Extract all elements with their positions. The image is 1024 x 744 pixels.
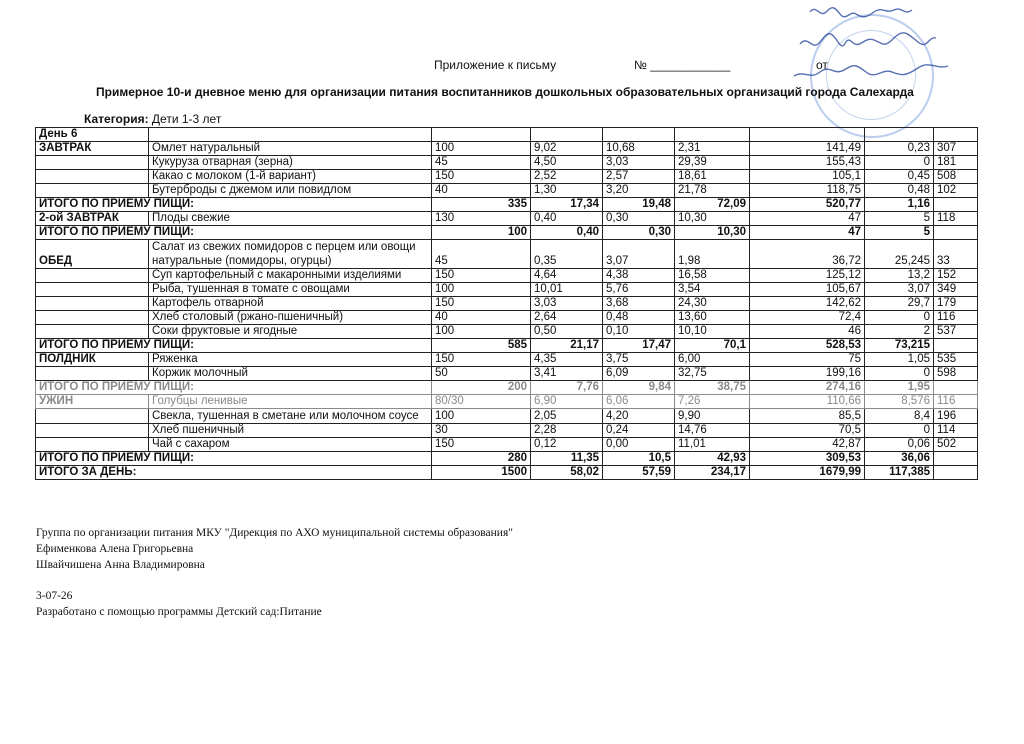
cell-e: 118,75 xyxy=(750,184,865,198)
dish-name: Соки фруктовые и ягодные xyxy=(149,325,432,339)
meal-name: ЗАВТРАК xyxy=(36,142,149,156)
cell-p: 9,02 xyxy=(531,142,603,156)
table-row xyxy=(36,156,978,170)
dish-name: Ряженка xyxy=(149,353,432,367)
document-title: Примерное 10-и дневное меню для организации питания воспитанников дошкольных образовательных организаций города Салехарда xyxy=(96,85,914,99)
dish-name: Рыба, тушенная в томате с овощами xyxy=(149,283,432,297)
cell-p: 2,64 xyxy=(531,311,603,325)
cell-out: 100 xyxy=(432,226,531,240)
cell-n: 114 xyxy=(934,424,978,438)
cell-c: 1,98 xyxy=(675,240,750,269)
appendix-label: Приложение к письму xyxy=(434,58,557,72)
cell-c: 72,09 xyxy=(675,198,750,212)
cell-vc: 1,05 xyxy=(865,353,934,367)
total-row xyxy=(36,226,978,240)
dish-name: Коржик молочный xyxy=(149,367,432,381)
cell-e: 47 xyxy=(750,212,865,226)
meal-name xyxy=(36,269,149,283)
cell-f: 9,84 xyxy=(603,381,675,395)
cell-out: 80/30 xyxy=(432,395,531,409)
cell-vc: 0 xyxy=(865,424,934,438)
footer-person-2: Швайчишена Анна Владимировна xyxy=(36,559,205,571)
menu-table xyxy=(35,127,978,480)
cell-c: 9,90 xyxy=(675,409,750,424)
dish-name: Плоды свежие xyxy=(149,212,432,226)
cell-out: 45 xyxy=(432,156,531,170)
cell-out: 45 xyxy=(432,240,531,269)
total-label: ИТОГО ПО ПРИЕМУ ПИЩИ: xyxy=(36,381,432,395)
cell-p: 58,02 xyxy=(531,466,603,480)
cell-n xyxy=(934,452,978,466)
cell-n xyxy=(934,198,978,212)
table-row xyxy=(36,240,978,269)
table-row xyxy=(36,212,978,226)
meal-name xyxy=(36,409,149,424)
cell-e: 70,5 xyxy=(750,424,865,438)
meal-name: 2-ой ЗАВТРАК xyxy=(36,212,149,226)
footer-person-1: Ефименкова Алена Григорьевна xyxy=(36,543,194,555)
cell-vc: 25,245 xyxy=(865,240,934,269)
cell-out: 280 xyxy=(432,452,531,466)
meal-name xyxy=(36,438,149,452)
cell-n xyxy=(934,226,978,240)
cell-vc: 8,4 xyxy=(865,409,934,424)
cell-n: 116 xyxy=(934,311,978,325)
cell-n xyxy=(934,466,978,480)
cell-n: 179 xyxy=(934,297,978,311)
cell-e: 142,62 xyxy=(750,297,865,311)
cell-f: 0,30 xyxy=(603,212,675,226)
total-label: ИТОГО ПО ПРИЕМУ ПИЩИ: xyxy=(36,226,432,240)
cell-e: 42,87 xyxy=(750,438,865,452)
cell-n: 307 xyxy=(934,142,978,156)
cell-p: 0,35 xyxy=(531,240,603,269)
cell-vc: 8,576 xyxy=(865,395,934,409)
table-row xyxy=(36,283,978,297)
table-row xyxy=(36,438,978,452)
cell-c: 24,30 xyxy=(675,297,750,311)
cell-e: 528,53 xyxy=(750,339,865,353)
dish-name: Омлет натуральный xyxy=(149,142,432,156)
cell-f: 10,68 xyxy=(603,142,675,156)
cell-c: 11,01 xyxy=(675,438,750,452)
meal-name xyxy=(36,283,149,297)
total-row xyxy=(36,339,978,353)
dish-name: Хлеб столовый (ржано-пшеничный) xyxy=(149,311,432,325)
cell-e: 125,12 xyxy=(750,269,865,283)
cell-n: 118 xyxy=(934,212,978,226)
cell-n: 502 xyxy=(934,438,978,452)
cell-p: 17,34 xyxy=(531,198,603,212)
cell-e: 1679,99 xyxy=(750,466,865,480)
cell-p: 11,35 xyxy=(531,452,603,466)
dish-name: Бутерброды с джемом или повидлом xyxy=(149,184,432,198)
cell-f: 6,09 xyxy=(603,367,675,381)
cell-f: 17,47 xyxy=(603,339,675,353)
cell-vc: 13,2 xyxy=(865,269,934,283)
cell-f: 10,5 xyxy=(603,452,675,466)
dish-name: Картофель отварной xyxy=(149,297,432,311)
cell-f: 2,57 xyxy=(603,170,675,184)
cell-vc: 0 xyxy=(865,367,934,381)
cell-vc: 29,7 xyxy=(865,297,934,311)
total-label: ИТОГО ПО ПРИЕМУ ПИЩИ: xyxy=(36,452,432,466)
cell-f: 0,10 xyxy=(603,325,675,339)
cell-p: 6,90 xyxy=(531,395,603,409)
cell-n: 196 xyxy=(934,409,978,424)
cell-c: 7,26 xyxy=(675,395,750,409)
cell-n: 102 xyxy=(934,184,978,198)
cell-p: 1,30 xyxy=(531,184,603,198)
cell-p: 0,40 xyxy=(531,212,603,226)
meal-name: УЖИН xyxy=(36,395,149,409)
table-row xyxy=(36,395,978,409)
cell-p: 3,03 xyxy=(531,297,603,311)
table-row xyxy=(36,184,978,198)
meal-name xyxy=(36,184,149,198)
meal-name xyxy=(36,156,149,170)
cell-c: 29,39 xyxy=(675,156,750,170)
cell-vc: 5 xyxy=(865,212,934,226)
dish-name: Салат из свежих помидоров с перцем или овощи натуральные (помидоры, огурцы) xyxy=(149,240,432,269)
cell-c: 10,30 xyxy=(675,226,750,240)
table-row xyxy=(36,353,978,367)
cell-f: 0,00 xyxy=(603,438,675,452)
cell-c: 32,75 xyxy=(675,367,750,381)
cell-f: 4,38 xyxy=(603,269,675,283)
dish-name: Суп картофельный с макаронными изделиями xyxy=(149,269,432,283)
cell-vc: 0,48 xyxy=(865,184,934,198)
meal-name xyxy=(36,325,149,339)
dish-name: Какао с молоком (1-й вариант) xyxy=(149,170,432,184)
cell-out: 30 xyxy=(432,424,531,438)
cell-f: 4,20 xyxy=(603,409,675,424)
cell-n: 535 xyxy=(934,353,978,367)
cell-vc: 3,07 xyxy=(865,283,934,297)
table-row xyxy=(36,409,978,424)
cell-n: 116 xyxy=(934,395,978,409)
cell-vc: 2 xyxy=(865,325,934,339)
cell-c: 3,54 xyxy=(675,283,750,297)
cell-e: 85,5 xyxy=(750,409,865,424)
cell-f: 3,75 xyxy=(603,353,675,367)
cell-out: 130 xyxy=(432,212,531,226)
cell-p: 0,50 xyxy=(531,325,603,339)
total-row xyxy=(36,466,978,480)
cell-p: 0,40 xyxy=(531,226,603,240)
cell-c: 2,31 xyxy=(675,142,750,156)
cell-n xyxy=(934,381,978,395)
cell-out: 100 xyxy=(432,409,531,424)
cell-p: 10,01 xyxy=(531,283,603,297)
cell-vc: 0 xyxy=(865,311,934,325)
dish-name: Хлеб пшеничный xyxy=(149,424,432,438)
category-value: Дети 1-3 лет xyxy=(151,112,222,126)
category xyxy=(84,112,221,126)
cell-p: 0,12 xyxy=(531,438,603,452)
cell-vc: 117,385 xyxy=(865,466,934,480)
cell-c: 38,75 xyxy=(675,381,750,395)
cell-e: 274,16 xyxy=(750,381,865,395)
cell-out: 150 xyxy=(432,269,531,283)
total-label: ИТОГО ПО ПРИЕМУ ПИЩИ: xyxy=(36,339,432,353)
cell-out: 200 xyxy=(432,381,531,395)
cell-f: 3,07 xyxy=(603,240,675,269)
cell-vc: 0,06 xyxy=(865,438,934,452)
cell-e: 199,16 xyxy=(750,367,865,381)
cell-out: 150 xyxy=(432,170,531,184)
cell-e: 110,66 xyxy=(750,395,865,409)
cell-n: 181 xyxy=(934,156,978,170)
cell-p: 4,50 xyxy=(531,156,603,170)
cell-n xyxy=(934,339,978,353)
cell-c: 18,61 xyxy=(675,170,750,184)
table-row xyxy=(36,297,978,311)
table-row xyxy=(36,269,978,283)
day-row xyxy=(36,128,978,142)
cell-e: 36,72 xyxy=(750,240,865,269)
total-row xyxy=(36,381,978,395)
cell-p: 4,35 xyxy=(531,353,603,367)
cell-out: 150 xyxy=(432,297,531,311)
table-row xyxy=(36,325,978,339)
cell-p: 21,17 xyxy=(531,339,603,353)
cell-f: 3,68 xyxy=(603,297,675,311)
dish-name: Свекла, тушенная в сметане или молочном соусе xyxy=(149,409,432,424)
cell-vc: 73,215 xyxy=(865,339,934,353)
cell-e: 520,77 xyxy=(750,198,865,212)
cell-e: 155,43 xyxy=(750,156,865,170)
cell-f: 0,24 xyxy=(603,424,675,438)
cell-e: 105,1 xyxy=(750,170,865,184)
cell-out: 40 xyxy=(432,184,531,198)
total-row xyxy=(36,198,978,212)
cell-out: 100 xyxy=(432,325,531,339)
table-row xyxy=(36,170,978,184)
cell-f: 6,06 xyxy=(603,395,675,409)
meal-name xyxy=(36,367,149,381)
dish-name: Голубцы ленивые xyxy=(149,395,432,409)
cell-vc: 1,16 xyxy=(865,198,934,212)
cell-f: 5,76 xyxy=(603,283,675,297)
cell-p: 3,41 xyxy=(531,367,603,381)
meal-name xyxy=(36,297,149,311)
category-label: Категория: xyxy=(84,112,149,126)
cell-out: 150 xyxy=(432,353,531,367)
cell-c: 10,10 xyxy=(675,325,750,339)
cell-e: 309,53 xyxy=(750,452,865,466)
cell-vc: 36,06 xyxy=(865,452,934,466)
cell-c: 70,1 xyxy=(675,339,750,353)
cell-out: 335 xyxy=(432,198,531,212)
cell-c: 13,60 xyxy=(675,311,750,325)
cell-f: 0,30 xyxy=(603,226,675,240)
cell-c: 10,30 xyxy=(675,212,750,226)
cell-p: 2,05 xyxy=(531,409,603,424)
cell-c: 21,78 xyxy=(675,184,750,198)
cell-vc: 0,23 xyxy=(865,142,934,156)
meal-name: ПОЛДНИК xyxy=(36,353,149,367)
cell-e: 75 xyxy=(750,353,865,367)
cell-f: 3,03 xyxy=(603,156,675,170)
cell-f: 57,59 xyxy=(603,466,675,480)
cell-c: 234,17 xyxy=(675,466,750,480)
meal-name xyxy=(36,170,149,184)
total-label: ИТОГО ЗА ДЕНЬ: xyxy=(36,466,432,480)
table-row xyxy=(36,142,978,156)
table-row xyxy=(36,367,978,381)
cell-out: 1500 xyxy=(432,466,531,480)
cell-vc: 5 xyxy=(865,226,934,240)
meal-name xyxy=(36,424,149,438)
cell-out: 50 xyxy=(432,367,531,381)
cell-out: 150 xyxy=(432,438,531,452)
cell-f: 19,48 xyxy=(603,198,675,212)
cell-out: 100 xyxy=(432,142,531,156)
meal-name: ОБЕД xyxy=(36,240,149,269)
cell-out: 585 xyxy=(432,339,531,353)
cell-f: 0,48 xyxy=(603,311,675,325)
cell-p: 2,52 xyxy=(531,170,603,184)
cell-e: 141,49 xyxy=(750,142,865,156)
dish-name: Чай с сахаром xyxy=(149,438,432,452)
cell-n: 537 xyxy=(934,325,978,339)
cell-n: 349 xyxy=(934,283,978,297)
day-label: День 6 xyxy=(36,128,149,142)
meal-name xyxy=(36,311,149,325)
table-row xyxy=(36,424,978,438)
cell-e: 72,4 xyxy=(750,311,865,325)
cell-n: 33 xyxy=(934,240,978,269)
cell-e: 46 xyxy=(750,325,865,339)
dish-name: Кукуруза отварная (зерна) xyxy=(149,156,432,170)
cell-n: 508 xyxy=(934,170,978,184)
cell-p: 4,64 xyxy=(531,269,603,283)
cell-p: 2,28 xyxy=(531,424,603,438)
cell-vc: 0 xyxy=(865,156,934,170)
footer-org: Группа по организации питания МКУ "Дирекция по АХО муниципальной системы образования" xyxy=(36,527,513,539)
cell-f: 3,20 xyxy=(603,184,675,198)
cell-out: 100 xyxy=(432,283,531,297)
letter-number: № ____________ xyxy=(634,58,731,72)
cell-n: 598 xyxy=(934,367,978,381)
footer-code: 3-07-26 xyxy=(36,590,73,602)
total-label: ИТОГО ПО ПРИЕМУ ПИЩИ: xyxy=(36,198,432,212)
cell-c: 42,93 xyxy=(675,452,750,466)
cell-vc: 1,95 xyxy=(865,381,934,395)
cell-e: 47 xyxy=(750,226,865,240)
cell-c: 14,76 xyxy=(675,424,750,438)
cell-p: 7,76 xyxy=(531,381,603,395)
footer-developed: Разработано с помощью программы Детский сад:Питание xyxy=(36,606,322,618)
cell-vc: 0,45 xyxy=(865,170,934,184)
total-row xyxy=(36,452,978,466)
cell-out: 40 xyxy=(432,311,531,325)
cell-n: 152 xyxy=(934,269,978,283)
table-row xyxy=(36,311,978,325)
cell-e: 105,67 xyxy=(750,283,865,297)
letter-from: от xyxy=(816,58,828,72)
cell-c: 16,58 xyxy=(675,269,750,283)
cell-c: 6,00 xyxy=(675,353,750,367)
